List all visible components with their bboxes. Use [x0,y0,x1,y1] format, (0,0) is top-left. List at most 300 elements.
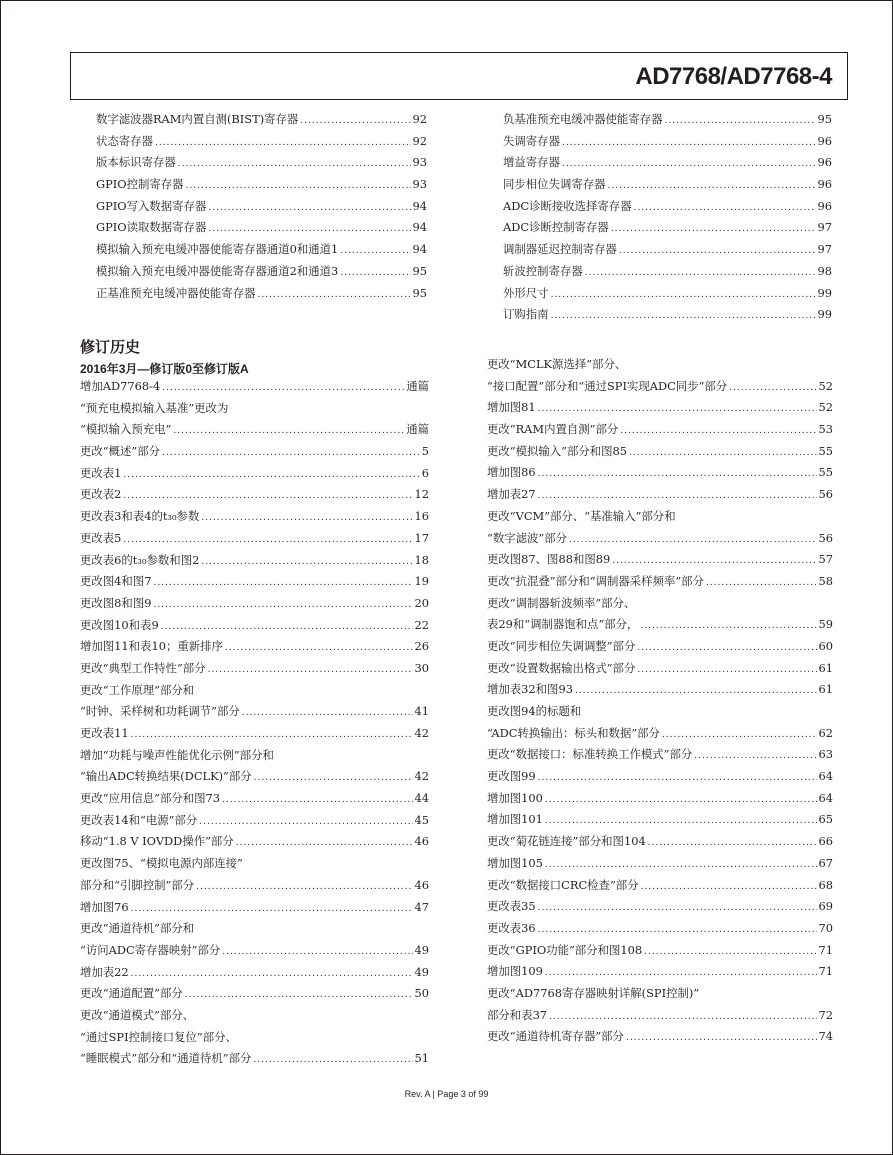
revision-entry [80,877,429,899]
toc-entry-text: GPIO控制寄存器 [96,177,184,192]
dot-leader [706,578,817,588]
dot-leader [185,990,413,1000]
revision-entry [487,898,833,920]
toc-entry [503,176,832,198]
toc-entry [503,241,832,263]
toc-entry-text: 调制器延迟控制寄存器 [503,242,617,257]
revision-entry [487,985,833,1007]
revision-entry [80,855,429,877]
dot-leader [208,224,410,234]
toc-entry-text: ADC诊断接收选择寄存器 [503,198,632,213]
revision-entry-page: 61 [818,660,833,675]
revision-entry-text: 更改表2 [80,487,122,502]
revision-entry [487,855,833,877]
revision-entry-text: 更改“菊花链连接”部分和图104 [487,834,646,849]
revision-entry [80,660,429,682]
revision-entry-text: 更改“数据接口：标准转换工作模式”部分 [487,747,693,762]
revision-entry-page: 17 [414,530,429,545]
dot-leader [549,1012,816,1022]
header-box [70,52,848,100]
revision-entry-page: 56 [818,530,833,545]
toc-entry-page: 95 [817,112,832,126]
toc-entry-text: 模拟输入预充电缓冲器使能寄存器通道2和通道3 [96,263,339,278]
dot-leader [611,224,816,234]
revision-entry [487,920,833,942]
revision-entry-page: 26 [414,639,429,654]
revision-entry [80,443,429,465]
dot-leader [729,383,816,393]
revision-entry-text: “通过SPI控制接口复位”部分、 [80,1029,237,1044]
dot-leader [637,665,816,675]
revision-entry-page: 65 [818,812,833,827]
toc-entry-page: 99 [817,307,832,322]
revision-entry [487,768,833,790]
toc-entry-text: 状态寄存器 [96,133,153,148]
dot-leader [257,290,410,300]
dot-leader [161,622,413,632]
dot-leader [225,643,413,653]
document-title: AD7768/AD7768-4 [635,63,832,90]
revision-entry-text: “输出ADC转换结果(DCLK)”部分 [80,769,252,784]
revision-entry-text: 更改“通道模式”部分、 [80,1007,195,1022]
toc-entry-page: 96 [817,133,832,148]
dot-leader [208,203,410,213]
toc-entry [96,133,427,155]
dot-leader [201,513,412,523]
revision-entry-text: 更改“RAM内置自测”部分 [487,422,619,437]
toc-entry-page: 94 [412,220,427,235]
revision-entry-text: 更改图10和表9 [80,617,159,632]
toc-entry-text: 失调寄存器 [503,133,560,148]
toc-right-column [503,111,832,328]
revision-entry-text: 更改“通道待机”部分和 [80,921,195,936]
revision-entry-text: 更改表11 [80,726,129,740]
toc-entry [503,133,832,155]
revision-entry-text: 表29和“调制器饱和点”部分， [487,617,639,632]
revision-entry [80,617,429,639]
revision-entry [487,942,833,964]
revision-entry-page: 64 [818,790,833,805]
toc-entry [503,154,832,176]
toc-entry-text: 增益寄存器 [503,155,560,170]
dot-leader [538,925,817,935]
toc-entry [96,176,427,198]
toc-entry [503,219,832,241]
revision-entry-page: 71 [818,942,833,957]
revision-entry [80,421,429,443]
revision-entry-text: 增加表22 [80,964,129,979]
revision-entry [487,421,833,443]
dot-leader [664,116,815,126]
dot-leader [629,448,816,458]
revision-entry-text: 增加图11和表10；重新排序 [80,639,223,654]
toc-entry-text: GPIO读取数据寄存器 [96,220,207,235]
dot-leader [641,882,817,892]
revision-history-heading: 修订历史 [80,339,141,356]
revision-entry-page: 72 [818,1007,833,1022]
revision-entry [80,790,429,812]
dot-leader [538,404,817,414]
revision-entry [487,725,833,747]
dot-leader [201,557,412,567]
dot-leader [562,138,816,148]
revision-entry-text: 更改“调制器斩波频率”部分、 [487,595,636,610]
dot-leader [648,838,817,848]
revision-entry-page: 56 [818,487,833,502]
toc-entry-text: 订购指南 [503,307,549,322]
dot-leader [545,816,817,826]
dot-leader [562,159,816,169]
revision-entry-text: “模拟输入预充电” [80,422,172,437]
revision-entry-text: 更改“数据接口CRC检查”部分 [487,877,639,892]
revision-entry-text: 更改“AD7768寄存器映射详解(SPI控制)” [487,985,700,1000]
revision-entry-text: 更改图75、“模拟电源内部连接” [80,856,243,871]
revision-entry-page: 62 [818,725,833,740]
revision-subtitle: 2016年3月—修订版0至修订版A [80,362,249,376]
revision-entry-page: 68 [818,877,833,892]
revision-entry [80,486,429,508]
revision-entry-text: “访问ADC寄存器映射”部分 [80,942,221,957]
revision-entry [80,552,429,574]
toc-entry-page: 97 [817,220,832,235]
dot-leader [662,730,817,740]
dot-leader [340,246,410,256]
revision-entry [80,942,429,964]
revision-entry-text: 移动“1.8 V IOVDD操作”部分 [80,834,234,849]
revision-entry [80,920,429,942]
revision-entry [487,573,833,595]
toc-entry-page: 93 [412,177,427,192]
dot-leader [153,578,412,588]
revision-entry-text: 更改“应用信息”部分和图73 [80,791,221,806]
dot-leader [236,838,413,848]
revision-entry-text: 更改“MCLK源选择”部分、 [487,357,627,371]
toc-entry-page: 93 [412,155,427,170]
revision-entry-page: 52 [818,400,833,415]
dot-leader [222,795,412,805]
dot-leader [196,882,412,892]
revision-entry [80,725,429,747]
revision-entry-text: 增加图86 [487,465,536,480]
toc-entry-page: 95 [412,285,427,300]
revision-entry [487,746,833,768]
revision-entry [487,703,833,725]
revision-entry-text: “睡眠模式”部分和“通道待机”部分 [80,1051,252,1066]
toc-entry-page: 99 [817,285,832,300]
revision-entry [80,573,429,595]
revision-entry [80,638,429,660]
toc-entry-text: 模拟输入预充电缓冲器使能寄存器通道0和通道1 [96,242,339,257]
toc-entry [503,111,832,133]
revision-entry [80,400,429,422]
revision-entry-text: 增加图101 [487,812,543,827]
revision-entry-page: 12 [414,487,429,502]
dot-leader [186,181,411,191]
toc-entry-page: 95 [412,263,427,278]
revision-entry-page: 42 [414,726,429,740]
revision-entry-page: 45 [414,812,429,827]
revision-entry-text: 更改“概述”部分 [80,444,160,459]
revision-entry-page: 22 [414,617,429,632]
dot-leader [538,491,817,501]
dot-leader [131,969,413,979]
revision-entry [487,790,833,812]
toc-entry-page: 96 [817,198,832,213]
revision-entry [487,616,833,638]
revision-entry [80,530,429,552]
revision-entry-page: 71 [818,964,833,979]
dot-leader [545,795,817,805]
toc-entry-text: 同步相位失调寄存器 [503,177,606,192]
dot-leader [694,751,816,761]
revision-entry-page: 通篇 [406,379,429,393]
dot-leader [644,947,816,957]
revision-entry-text: 更改“VCM”部分、“基准输入”部分和 [487,508,676,523]
revision-entry-page: 18 [414,552,429,567]
revision-entry-page: 59 [818,617,833,632]
revision-entry-page: 通篇 [406,422,429,437]
revision-entry-text: “ADC转换输出：标头和数据”部分 [487,725,660,740]
toc-entry-page: 96 [817,177,832,192]
dot-leader [340,268,410,278]
dot-leader [545,860,817,870]
revision-entry-text: 增加表27 [487,487,536,502]
toc-entry [503,263,832,285]
revision-entry [80,508,429,530]
revision-entry-text: 更改表36 [487,920,536,935]
revision-entry-text: 增加AD7768-4 [80,379,161,393]
revision-entry [487,833,833,855]
revision-entry-text: 更改表14和“电源”部分 [80,812,198,827]
revision-entry [80,964,429,986]
dot-leader [131,730,413,740]
revision-left-column [80,378,429,1072]
toc-entry-text: 版本标识寄存器 [96,155,176,170]
revision-entry-text: 更改“通道待机寄存器”部分 [487,1029,624,1044]
dot-leader [619,246,816,256]
revision-entry-page: 55 [818,443,833,458]
revision-entry-page: 47 [414,899,429,914]
revision-entry [80,595,429,617]
revision-entry [80,1029,429,1051]
revision-entry [487,1007,833,1029]
revision-entry-page: 46 [414,877,429,892]
revision-entry [487,443,833,465]
toc-entry-text: ADC诊断控制寄存器 [503,220,609,235]
toc-entry-text: 数字滤波器RAM内置自测(BIST)寄存器 [96,112,299,126]
toc-entry-text: 斩波控制寄存器 [503,263,583,278]
revision-entry-text: 更改“典型工作特性”部分 [80,660,206,675]
dot-leader [123,470,419,480]
toc-entry [96,219,427,241]
revision-entry-page: 74 [818,1029,833,1044]
revision-entry-page: 44 [414,791,429,806]
toc-entry-text: 正基准预充电缓冲器使能寄存器 [96,285,256,300]
revision-entry-text: 增加图100 [487,790,543,805]
revision-entry-page: 46 [414,834,429,849]
dot-leader [162,448,420,458]
toc-entry-page: 96 [817,155,832,170]
revision-entry-text: 更改图94的标题和 [487,704,582,718]
revision-entry-text: 更改图8和图9 [80,595,152,610]
revision-entry-text: 更改“工作原理”部分和 [80,682,195,697]
revision-entry [487,595,833,617]
revision-entry-page: 53 [818,422,833,437]
toc-entry-page: 92 [412,133,427,148]
dot-leader [123,535,412,545]
dot-leader [545,968,817,978]
toc-left-column [96,111,427,306]
revision-right-column [487,356,833,1050]
revision-entry-text: 增加图105 [487,855,543,870]
revision-entry [487,356,833,378]
dot-leader [538,903,817,913]
revision-entry-page: 52 [818,378,833,393]
revision-entry-page: 41 [414,704,429,719]
revision-entry-text: “预充电模拟输入基准”更改为 [80,400,229,415]
revision-entry-text: “接口配置”部分和“通过SPI实现ADC同步”部分 [487,378,728,393]
dot-leader [253,1055,412,1065]
revision-entry [80,465,429,487]
revision-entry-page: 67 [818,855,833,870]
dot-leader [640,621,816,631]
revision-entry-page: 16 [414,509,429,524]
revision-entry-page: 63 [818,747,833,762]
toc-entry [96,111,427,133]
dot-leader [620,426,816,436]
toc-entry [96,198,427,220]
dot-leader [626,1033,817,1043]
dot-leader [153,600,412,610]
revision-entry [487,378,833,400]
revision-entry-text: “数字滤波”部分 [487,530,567,545]
revision-entry [487,963,833,985]
toc-entry-page: 97 [817,242,832,257]
revision-entry-page: 49 [414,942,429,957]
page-footer: Rev. A | Page 3 of 99 [404,1089,489,1099]
dot-leader [162,383,404,393]
toc-entry [503,306,832,328]
revision-entry [80,768,429,790]
revision-entry [80,985,429,1007]
revision-entry-page: 6 [421,465,429,480]
dot-leader [208,665,413,675]
dot-leader [608,181,816,191]
revision-entry [487,660,833,682]
toc-entry-page: 94 [412,242,427,257]
revision-entry-page: 60 [818,638,833,653]
dot-leader [178,159,411,169]
dot-leader [634,203,816,213]
dot-leader [551,290,816,300]
toc-entry [503,198,832,220]
revision-entry [487,486,833,508]
dot-leader [173,426,404,436]
revision-entry-text: 更改“GPIO功能”部分和图108 [487,942,643,957]
revision-entry-text: 更改“同步相位失调调整”部分 [487,638,636,653]
revision-entry-text: 更改表1 [80,465,122,480]
revision-entry-text: 更改表5 [80,530,122,545]
revision-entry-text: 增加表32和图93 [487,682,573,697]
toc-entry-page: 94 [412,198,427,213]
revision-entry-page: 61 [818,682,833,697]
dot-leader [637,643,816,653]
revision-entry [487,638,833,660]
revision-entry-text: 部分和表37 [487,1007,548,1022]
dot-leader [300,116,410,126]
dot-leader [585,268,816,278]
revision-entry [487,464,833,486]
revision-entry [487,399,833,421]
dot-leader [131,904,413,914]
toc-entry [96,154,427,176]
revision-entry [487,811,833,833]
revision-entry-page: 49 [414,964,429,979]
revision-entry [80,833,429,855]
revision-entry-text: 更改“抗混叠”部分和“调制器采样频率”部分 [487,573,704,588]
revision-entry-page: 57 [818,552,833,567]
revision-entry-page: 5 [421,444,429,459]
dot-leader [123,491,412,501]
revision-entry-text: 更改表3和表4的t₃₀参数 [80,509,200,524]
revision-entry [487,681,833,703]
revision-entry-text: “时钟、采样树和功耗调节”部分 [80,704,240,719]
revision-entry-text: 更改“通道配置”部分 [80,986,183,1001]
revision-entry [487,877,833,899]
dot-leader [242,708,413,718]
revision-entry-text: 增加图81 [487,400,536,415]
revision-entry-page: 58 [818,573,833,588]
revision-entry-text: 更改表35 [487,899,536,914]
revision-entry-text: 更改图99 [487,769,536,784]
revision-entry [487,508,833,530]
toc-entry-text: 外形尺寸 [503,285,549,300]
toc-entry-page: 92 [412,112,427,126]
revision-entry-page: 55 [818,465,833,480]
revision-entry-page: 20 [414,595,429,610]
revision-entry [80,682,429,704]
revision-entry-text: 更改表6的t₃₀参数和图2 [80,552,200,567]
revision-entry-text: 更改“设置数据输出格式”部分 [487,660,636,675]
dot-leader [254,773,413,783]
dot-leader [199,817,412,827]
dot-leader [551,311,816,321]
revision-entry [80,378,429,400]
revision-entry-page: 42 [414,769,429,784]
revision-entry-text: 增加图76 [80,899,129,914]
revision-entry [487,551,833,573]
revision-entry-page: 66 [818,834,833,849]
dot-leader [538,773,817,783]
toc-entry [96,241,427,263]
toc-entry-text: 负基准预充电缓冲器使能寄存器 [503,112,663,126]
revision-entry-page: 51 [414,1051,429,1066]
dot-leader [538,469,817,479]
revision-entry [487,530,833,552]
revision-entry-page: 70 [818,920,833,935]
revision-entry-page: 50 [414,986,429,1001]
dot-leader [612,556,816,566]
toc-entry [96,263,427,285]
revision-entry [80,747,429,769]
revision-entry-text: 增加图109 [487,964,543,979]
revision-entry-text: 更改“模拟输入”部分和图85 [487,443,628,458]
revision-entry-text: 更改图4和图7 [80,574,152,589]
revision-entry [80,899,429,921]
revision-entry [80,703,429,725]
revision-entry [80,1007,429,1029]
revision-entry-text: 增加“功耗与噪声性能优化示例”部分和 [80,747,274,762]
